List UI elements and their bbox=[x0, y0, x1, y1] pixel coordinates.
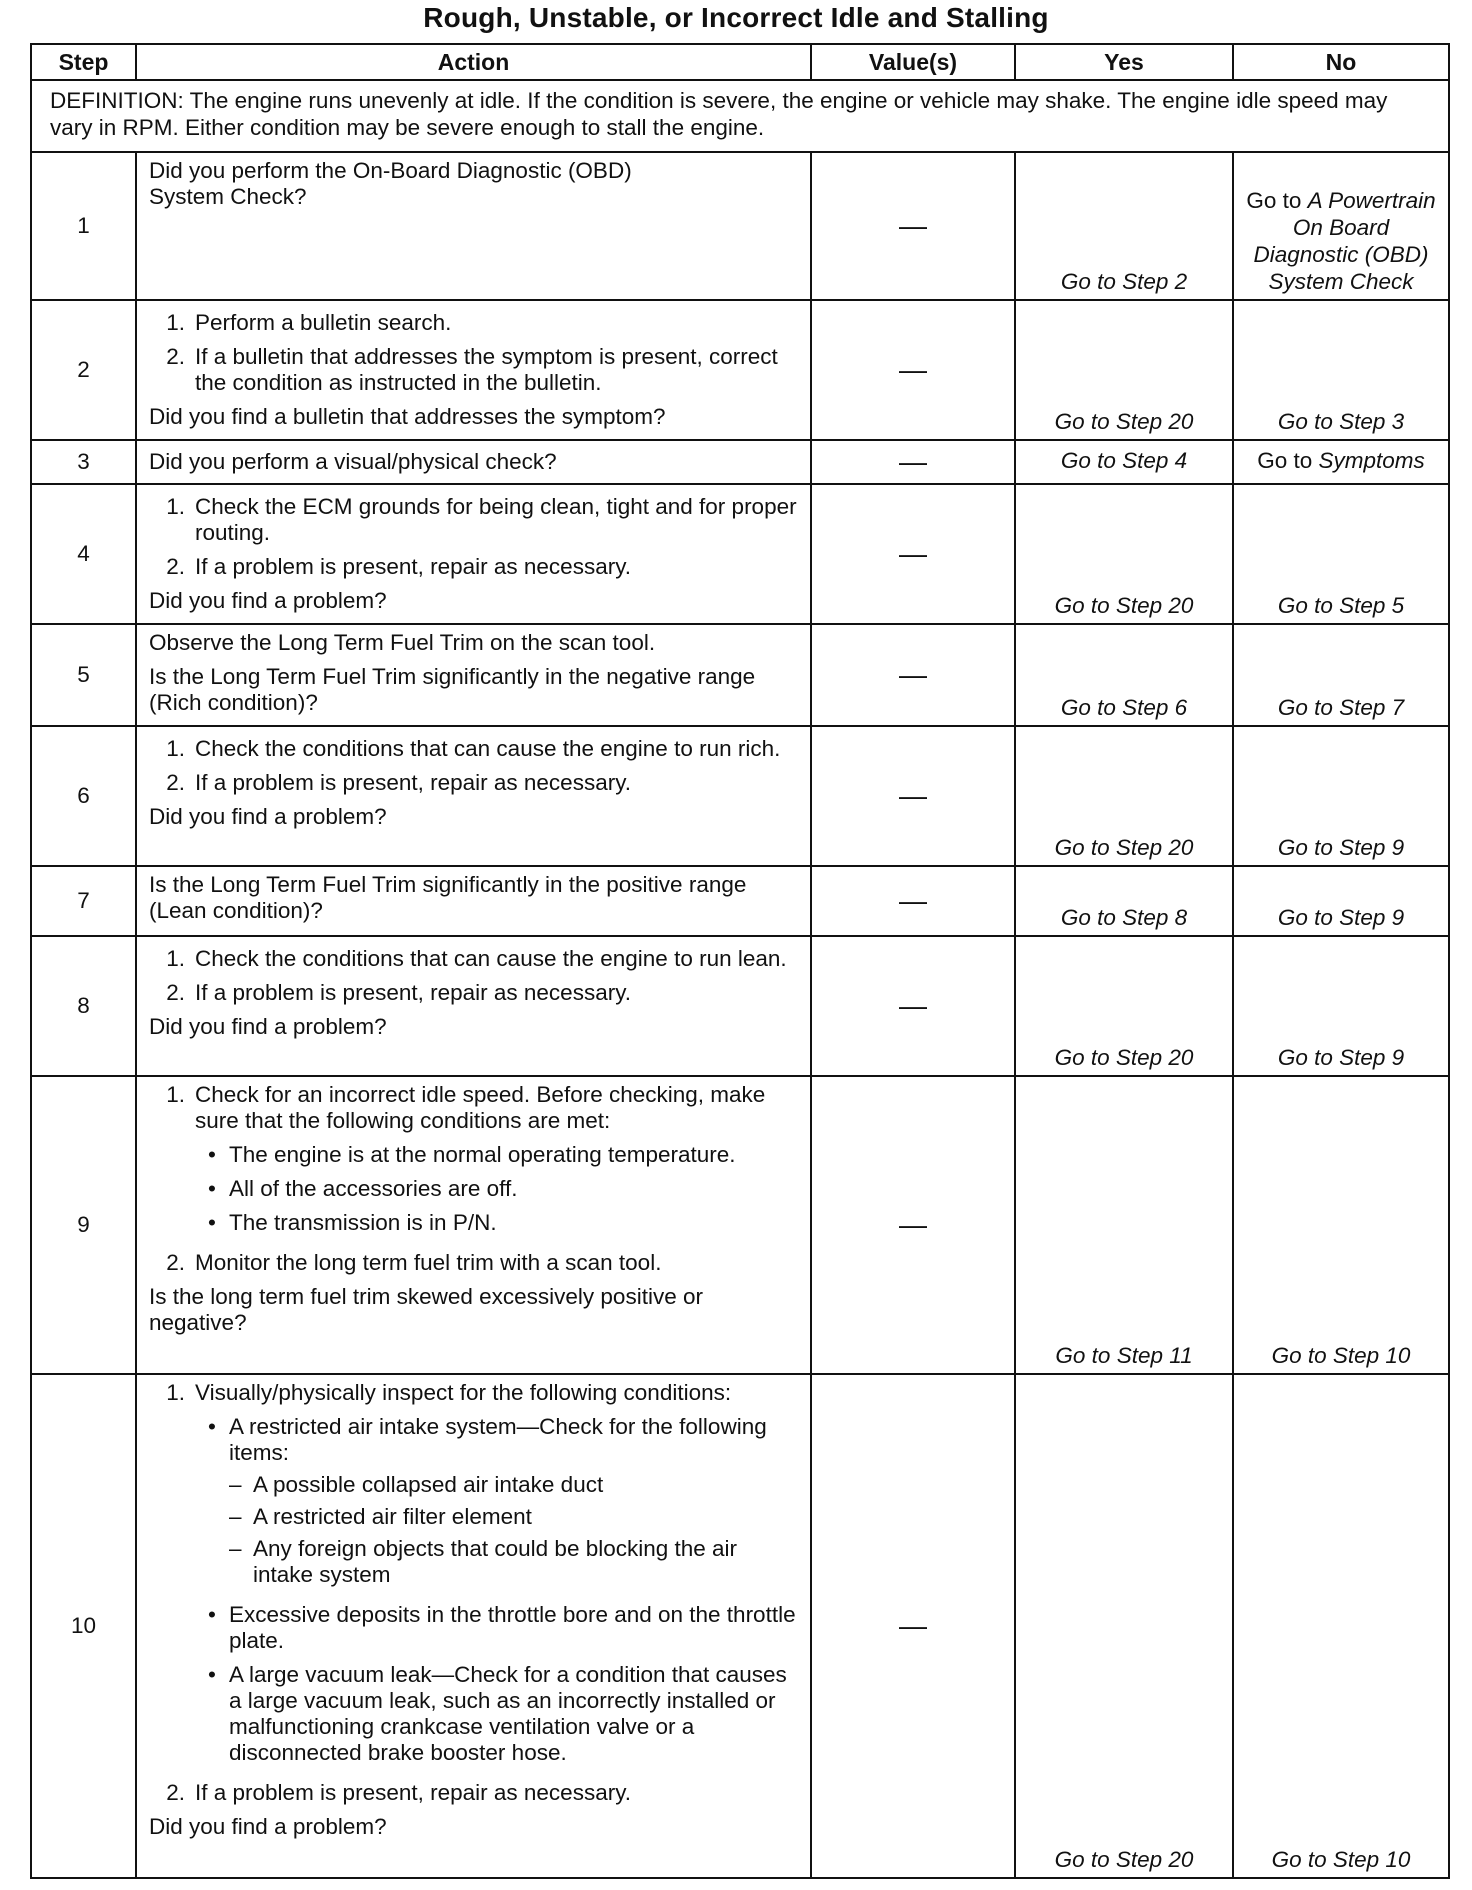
page-title: Rough, Unstable, or Incorrect Idle and Stalling bbox=[423, 2, 1049, 33]
table-row bbox=[31, 440, 1449, 484]
list-item: 2. If a bulletin that addresses the symptom is present, correct the condition as instructed in the bulletin. bbox=[166, 344, 778, 395]
step-number: 7 bbox=[31, 866, 136, 936]
header-no: No bbox=[1233, 44, 1449, 80]
no-prefix: Go to bbox=[1246, 188, 1308, 213]
list-item: 1. Check the conditions that can cause the engine to run rich. bbox=[166, 736, 781, 761]
action-text bbox=[136, 624, 811, 726]
step-number: 10 bbox=[31, 1374, 136, 1878]
no-cell: Go to Step 9 bbox=[1233, 726, 1449, 866]
yes-cell: Go to Step 11 bbox=[1015, 1076, 1233, 1374]
action-text bbox=[136, 1374, 811, 1878]
no-cell: Go to Step 9 bbox=[1233, 866, 1449, 936]
dash-item: – A restricted air filter element bbox=[229, 1504, 532, 1529]
bullet-item: • Excessive deposits in the throttle bore and on the throttle plate. bbox=[208, 1602, 796, 1653]
no-cell: Go to Step 3 bbox=[1233, 300, 1449, 440]
question-text: Did you find a problem? bbox=[149, 588, 387, 613]
list-item: 2. Monitor the long term fuel trim with a scan tool. bbox=[166, 1250, 662, 1275]
yes-cell: Go to Step 6 bbox=[1015, 624, 1233, 726]
bullet-item: • The transmission is in P/N. bbox=[208, 1210, 497, 1235]
value-cell: — bbox=[811, 300, 1015, 440]
bullet-item: • A large vacuum leak—Check for a condition that causes a large vacuum leak, such as an incorrectly installed or malfunctioning crankcase ventilation valve or a disconnected brake booster hose. bbox=[208, 1662, 787, 1765]
no-cell: Go to Step 5 bbox=[1233, 484, 1449, 624]
table-row bbox=[31, 1374, 1449, 1878]
value-cell: — bbox=[811, 152, 1015, 300]
yes-cell: Go to Step 20 bbox=[1015, 936, 1233, 1076]
dash-item: – Any foreign objects that could be blocking the air intake system bbox=[229, 1536, 738, 1587]
action-text bbox=[136, 936, 811, 1076]
no-link: A Powertrain On Board Diagnostic (OBD) System Check bbox=[1253, 188, 1436, 294]
list-item: 1. Check for an incorrect idle speed. Before checking, make sure that the following conditions are met: • The engine is at the normal operating temperature. • All of the accessories are off. • The transmission is in P/N. bbox=[149, 1082, 800, 1242]
list-item: 2. If a problem is present, repair as necessary. bbox=[166, 554, 632, 579]
no-cell: Go to Step 7 bbox=[1233, 624, 1449, 726]
value-cell: — bbox=[811, 726, 1015, 866]
yes-cell: Go to Step 20 bbox=[1015, 300, 1233, 440]
action-text bbox=[136, 1076, 811, 1374]
table-row bbox=[31, 624, 1449, 726]
step-number: 2 bbox=[31, 300, 136, 440]
list-item: 1. Perform a bulletin search. bbox=[166, 310, 452, 335]
question-text: Did you find a problem? bbox=[149, 1014, 387, 1039]
no-cell bbox=[1233, 152, 1449, 300]
definition-text: DEFINITION: The engine runs unevenly at idle. If the condition is severe, the engine or vehicle may shake. The engine idle speed may vary in RPM. Either condition may be severe enough to stall the engine. bbox=[31, 80, 1449, 152]
question-text: Did you find a bulletin that addresses the symptom? bbox=[149, 404, 666, 429]
list-item: 2. If a problem is present, repair as necessary. bbox=[166, 1780, 632, 1805]
table-row bbox=[31, 866, 1449, 936]
list-item: 2. If a problem is present, repair as necessary. bbox=[166, 980, 632, 1005]
table-row bbox=[31, 1076, 1449, 1374]
step-number: 6 bbox=[31, 726, 136, 866]
table-row bbox=[31, 152, 1449, 300]
step-number: 9 bbox=[31, 1076, 136, 1374]
question-text: Is the Long Term Fuel Trim significantly in the negative range (Rich condition)? bbox=[149, 664, 756, 715]
definition-row bbox=[31, 80, 1449, 152]
value-cell: — bbox=[811, 484, 1015, 624]
table-row bbox=[31, 726, 1449, 866]
question-text: Did you find a problem? bbox=[149, 1814, 387, 1839]
yes-cell: Go to Step 4 bbox=[1015, 440, 1233, 484]
list-item: 1. Check the conditions that can cause the engine to run lean. bbox=[166, 946, 787, 971]
list-item: 2. If a problem is present, repair as necessary. bbox=[166, 770, 632, 795]
table-row bbox=[31, 484, 1449, 624]
bullet-item: • The engine is at the normal operating temperature. bbox=[208, 1142, 736, 1167]
action-text bbox=[136, 300, 811, 440]
header-row bbox=[31, 44, 1449, 80]
no-link: Symptoms bbox=[1318, 447, 1425, 473]
yes-cell: Go to Step 20 bbox=[1015, 1374, 1233, 1878]
action-text bbox=[136, 152, 811, 300]
no-cell: Go to Step 9 bbox=[1233, 936, 1449, 1076]
table-row bbox=[31, 936, 1449, 1076]
header-yes: Yes bbox=[1015, 44, 1233, 80]
diagnostic-table bbox=[30, 43, 1450, 1879]
action-text: Did you perform a visual/physical check? bbox=[136, 440, 811, 484]
action-text: Is the Long Term Fuel Trim significantly in the positive range (Lean condition)? bbox=[136, 866, 811, 936]
no-cell: Go to Step 10 bbox=[1233, 1374, 1449, 1878]
question-text: Did you find a problem? bbox=[149, 804, 387, 829]
list-item: 1. Visually/physically inspect for the following conditions: • A restricted air intake system—Check for the following items: – A possible collapsed air intake duct – A restricted air filter element – Any foreign objects that could be blocking the air intake system • Excessive deposits in the throttle bore and on the throttle plate. • A large vacuum leak—Check for a condition that causes a large vacuum leak, such as an incorrectly installed or malfunctioning crankcase ventilation valve or a disconnected brake booster hose. bbox=[149, 1380, 800, 1772]
step-number: 1 bbox=[31, 152, 136, 300]
step-number: 4 bbox=[31, 484, 136, 624]
yes-cell: Go to Step 2 bbox=[1015, 152, 1233, 300]
step-number: 8 bbox=[31, 936, 136, 1076]
no-cell: Go to Step 10 bbox=[1233, 1076, 1449, 1374]
no-prefix: Go to bbox=[1257, 447, 1319, 473]
yes-cell: Go to Step 20 bbox=[1015, 726, 1233, 866]
header-action: Action bbox=[136, 44, 811, 80]
action-line: Observe the Long Term Fuel Trim on the scan tool. bbox=[149, 630, 656, 655]
value-cell: — bbox=[811, 440, 1015, 484]
step-number: 5 bbox=[31, 624, 136, 726]
table-row bbox=[31, 300, 1449, 440]
no-cell bbox=[1233, 440, 1449, 484]
value-cell: — bbox=[811, 1076, 1015, 1374]
value-cell: — bbox=[811, 866, 1015, 936]
action-text bbox=[136, 484, 811, 624]
header-step: Step bbox=[31, 44, 136, 80]
value-cell: — bbox=[811, 1374, 1015, 1878]
yes-cell: Go to Step 20 bbox=[1015, 484, 1233, 624]
value-cell: — bbox=[811, 624, 1015, 726]
value-cell: — bbox=[811, 936, 1015, 1076]
action-text bbox=[136, 726, 811, 866]
bullet-item: • All of the accessories are off. bbox=[208, 1176, 518, 1201]
question-text: Is the long term fuel trim skewed excessively positive or negative? bbox=[149, 1284, 703, 1335]
list-item: 1. Check the ECM grounds for being clean, tight and for proper routing. bbox=[166, 494, 797, 545]
yes-cell: Go to Step 8 bbox=[1015, 866, 1233, 936]
dash-item: – A possible collapsed air intake duct bbox=[229, 1472, 604, 1497]
step-number: 3 bbox=[31, 440, 136, 484]
action-line: Did you perform the On-Board Diagnostic (OBD) System Check? bbox=[149, 158, 632, 209]
bullet-item: • A restricted air intake system—Check for the following items: – A possible collapsed air intake duct – A restricted air filter element – Any foreign objects that could be blocking the air intake system bbox=[195, 1414, 800, 1594]
header-values: Value(s) bbox=[811, 44, 1015, 80]
